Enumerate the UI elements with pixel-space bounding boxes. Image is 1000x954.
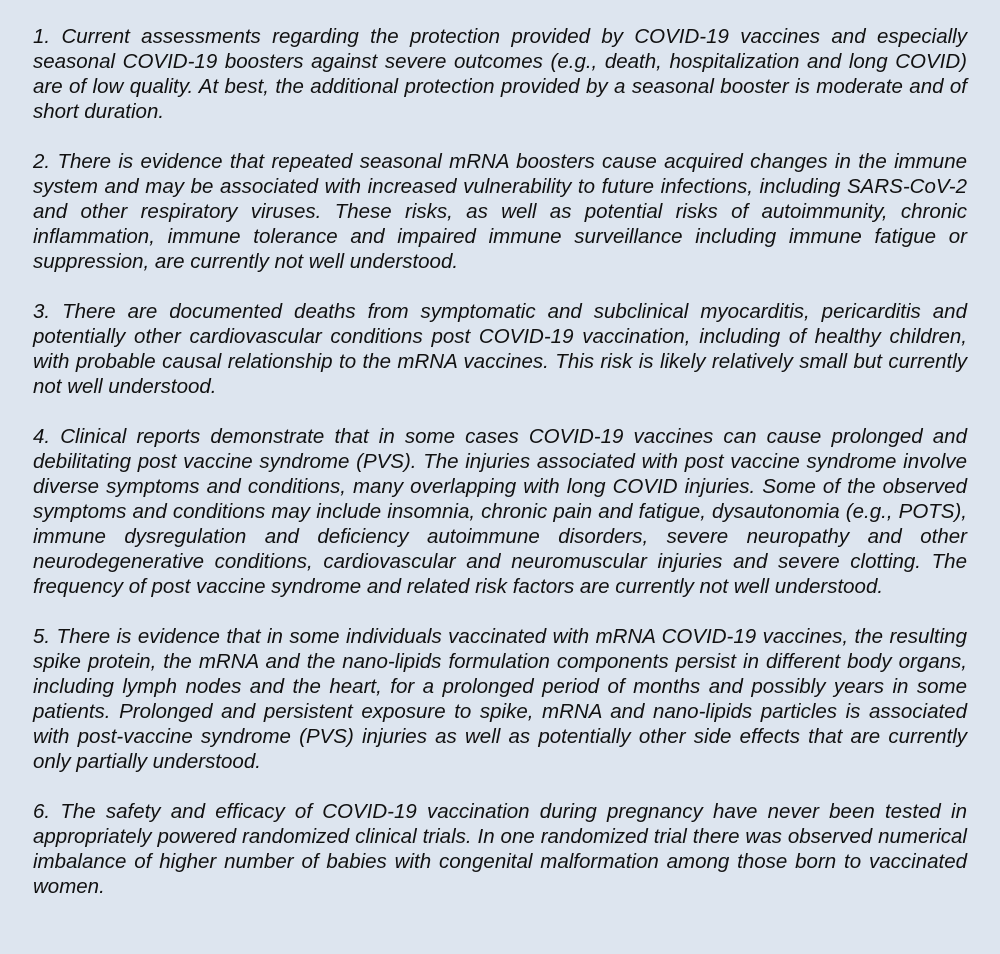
paragraph-5: 5. There is evidence that in some individuals vaccinated with mRNA COVID-19 vaccines, the resulting spike protein, the mRNA and the nano-lipids formulation components persist in different body organs, including lymph nodes and the heart, for a prolonged period of months and possibly years in some patients. Prolonged and persistent exposure to spike, mRNA and nano-lipids particles is associated with post-vaccine syndrome (PVS) injuries as well as potentially other side effects that are currently only partially understood. — [33, 625, 967, 773]
paragraph-1: 1. Current assessments regarding the protection provided by COVID-19 vaccines and especially seasonal COVID-19 boosters against severe outcomes (e.g., death, hospitalization and long COVID) are of low quality. At best, the additional protection provided by a seasonal booster is moderate and of short duration. — [33, 25, 967, 123]
paragraph-6: 6. The safety and efficacy of COVID-19 vaccination during pregnancy have never been tested in appropriately powered randomized clinical trials. In one randomized trial there was observed numerical imbalance of higher number of babies with congenital malformation among those born to vaccinated women. — [33, 800, 967, 898]
paragraph-4: 4. Clinical reports demonstrate that in some cases COVID-19 vaccines can cause prolonged and debilitating post vaccine syndrome (PVS). The injuries associated with post vaccine syndrome involve diverse symptoms and conditions, many overlapping with long COVID injuries. Some of the observed symptoms and conditions may include insomnia, chronic pain and fatigue, dysautonomia (e.g., POTS), immune dysregulation and deficiency autoimmune disorders, severe neuropathy and other neurodegenerative conditions, cardiovascular and neuromuscular injuries and severe clotting. The frequency of post vaccine syndrome and related risk factors are currently not well understood. — [33, 425, 967, 598]
paragraph-3: 3. There are documented deaths from symptomatic and subclinical myocarditis, pericarditis and potentially other cardiovascular conditions post COVID-19 vaccination, including of healthy children, with probable causal relationship to the mRNA vaccines. This risk is likely relatively small but currently not well understood. — [33, 300, 967, 398]
document-body — [33, 24, 967, 924]
paragraph-2: 2. There is evidence that repeated seasonal mRNA boosters cause acquired changes in the immune system and may be associated with increased vulnerability to future infections, including SARS-CoV-2 and other respiratory viruses. These risks, as well as potential risks of autoimmunity, chronic inflammation, immune tolerance and impaired immune surveillance including immune fatigue or suppression, are currently not well understood. — [33, 150, 967, 273]
